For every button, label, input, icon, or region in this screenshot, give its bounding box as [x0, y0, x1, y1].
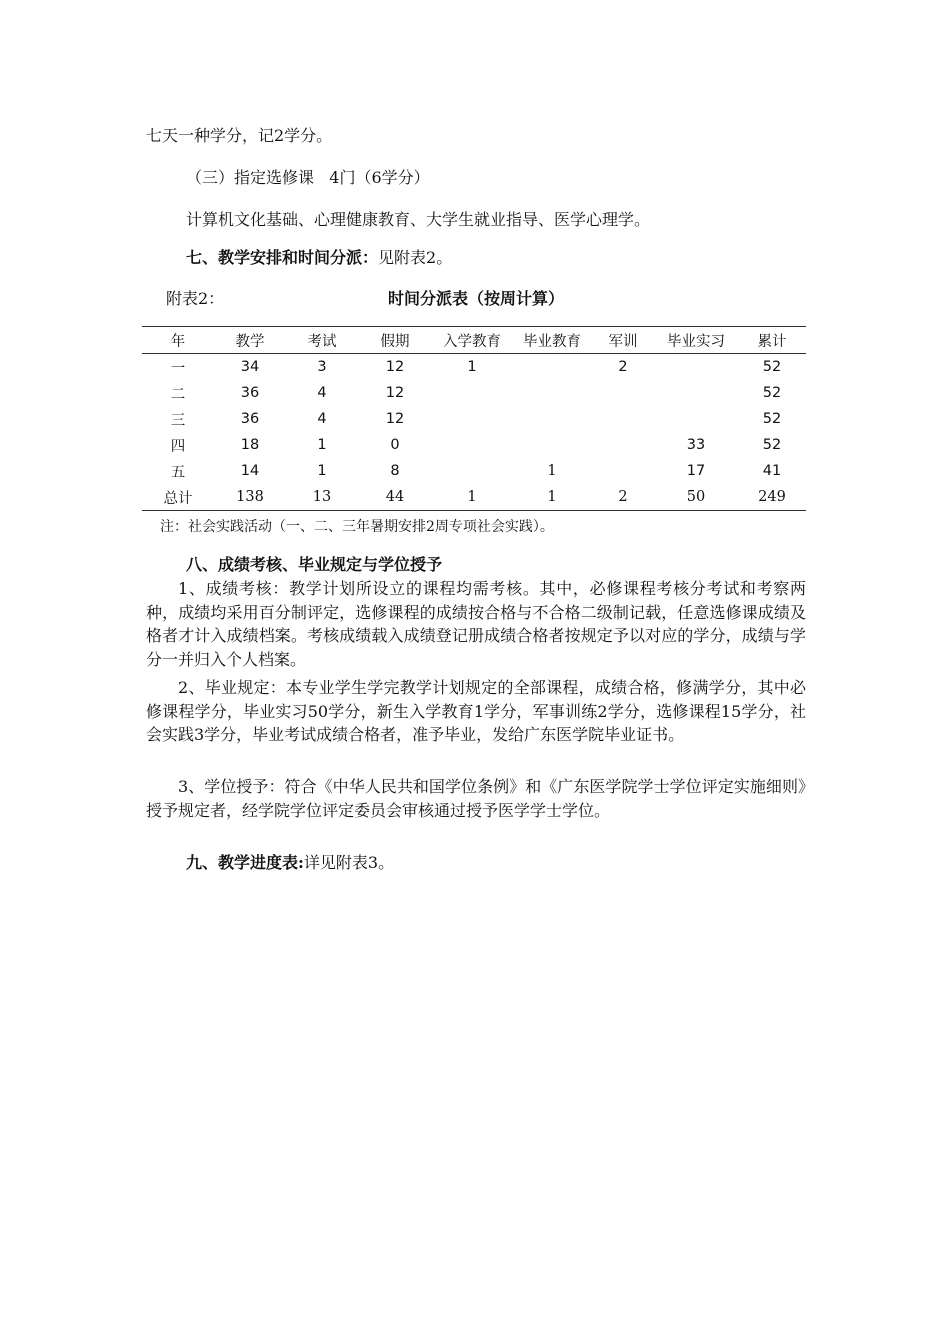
- table-cell: 总计: [142, 484, 214, 511]
- table-footnote: 注：社会实践活动（一、二、三年暑期安排2周专项社会实践）。: [160, 519, 554, 535]
- table-cell: 一: [170, 360, 186, 377]
- table-row: [142, 380, 806, 406]
- column-header: 累计: [738, 327, 806, 354]
- section8-heading: 八、成绩考核、毕业规定与学位授予: [186, 555, 443, 574]
- column-header: 毕业实习: [654, 327, 738, 354]
- table-cell: 41: [762, 463, 782, 479]
- table-cell: 33: [686, 437, 706, 453]
- table-cell: 3: [317, 359, 327, 375]
- table-cell: 34: [240, 359, 260, 375]
- elective-label: （三）指定选修课: [186, 168, 315, 187]
- table-cell: 0: [390, 437, 400, 453]
- table-cell: 2: [618, 359, 628, 375]
- paragraph-graduation-rules: 2、毕业规定：本专业学生学完教学计划规定的全部课程，成绩合格，修满学分，其中必修课程学分，毕业实习50学分，新生入学教育1学分，军事训练2学分，选修课程15学分，社会实践3学分，毕业考试成绩合格者，准予毕业，发给广东医学院毕业证书。: [146, 678, 806, 744]
- table-cell: 14: [240, 463, 260, 479]
- column-header: 年: [142, 327, 214, 354]
- table-cell: 12: [385, 359, 405, 375]
- elective-course-list: 计算机文化基础、心理健康教育、大学生就业指导、医学心理学。: [186, 210, 651, 229]
- column-header: 教学: [214, 327, 286, 354]
- table-cell: 36: [240, 411, 260, 427]
- table-cell: 三: [170, 412, 186, 429]
- table-header-row: [142, 327, 806, 354]
- table-cell: [654, 380, 738, 406]
- paragraph-grade-assessment: 1、成绩考核：教学计划所设立的课程均需考核。其中，必修课程考核分考试和考察两种，成绩均采用百分制评定，选修课程的成绩按合格与不合格二级制记载，任意选修课成绩及格者才计入成绩档案。考核成绩载入成绩登记册成绩合格者按规定予以对应的学分，成绩与学分一并归入个人档案。: [146, 579, 806, 669]
- table-cell: 13: [286, 484, 358, 511]
- table-cell: 52: [762, 411, 782, 427]
- section7-heading: 七、教学安排和时间分派：: [186, 248, 379, 267]
- table-cell: 1: [317, 437, 327, 453]
- table-cell: 8: [390, 463, 400, 479]
- elective-heading: [186, 168, 430, 188]
- table-row: [142, 432, 806, 458]
- table-cell: 1: [547, 463, 557, 479]
- column-header: 军训: [592, 327, 654, 354]
- table-cell: [654, 354, 738, 381]
- table-cell: [512, 354, 592, 381]
- table-cell: 249: [738, 484, 806, 511]
- table-total-row: [142, 484, 806, 511]
- table-cell: [512, 380, 592, 406]
- table-cell: [592, 406, 654, 432]
- table-row: [142, 406, 806, 432]
- table-cell: 1: [432, 484, 512, 511]
- table-cell: 2: [592, 484, 654, 511]
- table-cell: [592, 432, 654, 458]
- table-cell: 12: [385, 385, 405, 401]
- table-cell: 1: [317, 463, 327, 479]
- section9: [186, 853, 394, 873]
- elective-count: 4门（6学分）: [329, 168, 430, 187]
- table-cell: 二: [170, 386, 186, 403]
- table-cell: 52: [762, 359, 782, 375]
- section9-heading: 九、教学进度表:: [186, 853, 304, 872]
- table-title: 时间分派表（按周计算）: [388, 289, 565, 308]
- table-cell: 138: [214, 484, 286, 511]
- table-cell: [432, 406, 512, 432]
- table-cell: [654, 406, 738, 432]
- table-label: 附表2：: [166, 289, 225, 308]
- table-cell: [512, 432, 592, 458]
- credit-note-line: 七天一种学分，记2学分。: [146, 126, 333, 145]
- table-cell: [592, 380, 654, 406]
- section7-text: 见附表2。: [378, 248, 453, 267]
- table-cell: [432, 432, 512, 458]
- time-allocation-table: [142, 326, 806, 511]
- table-cell: 18: [240, 437, 260, 453]
- table-cell: 44: [358, 484, 432, 511]
- table-cell: 17: [686, 463, 706, 479]
- table-cell: [512, 406, 592, 432]
- paragraph-degree-award: 3、学位授予：符合《中华人民共和国学位条例》和《广东医学院学士学位评定实施细则》授予规定者，经学院学位评定委员会审核通过授予医学学士学位。: [146, 777, 806, 820]
- column-header: 入学教育: [432, 327, 512, 354]
- table-cell: 4: [317, 411, 327, 427]
- table-cell: 1: [512, 484, 592, 511]
- table-cell: 50: [654, 484, 738, 511]
- table-cell: 四: [170, 438, 186, 455]
- table-row: [142, 354, 806, 381]
- column-header: 考试: [286, 327, 358, 354]
- table-cell: 12: [385, 411, 405, 427]
- table-cell: 1: [467, 359, 477, 375]
- table-cell: 4: [317, 385, 327, 401]
- table-cell: [432, 458, 512, 484]
- table-cell: 52: [762, 437, 782, 453]
- table-cell: [592, 458, 654, 484]
- column-header: 毕业教育: [512, 327, 592, 354]
- table-cell: [432, 380, 512, 406]
- table-cell: 52: [762, 385, 782, 401]
- table-row: [142, 458, 806, 484]
- section9-text: 详见附表3。: [303, 853, 395, 872]
- column-header: 假期: [358, 327, 432, 354]
- section7: [186, 248, 452, 268]
- table-cell: 五: [170, 464, 186, 481]
- table-cell: 36: [240, 385, 260, 401]
